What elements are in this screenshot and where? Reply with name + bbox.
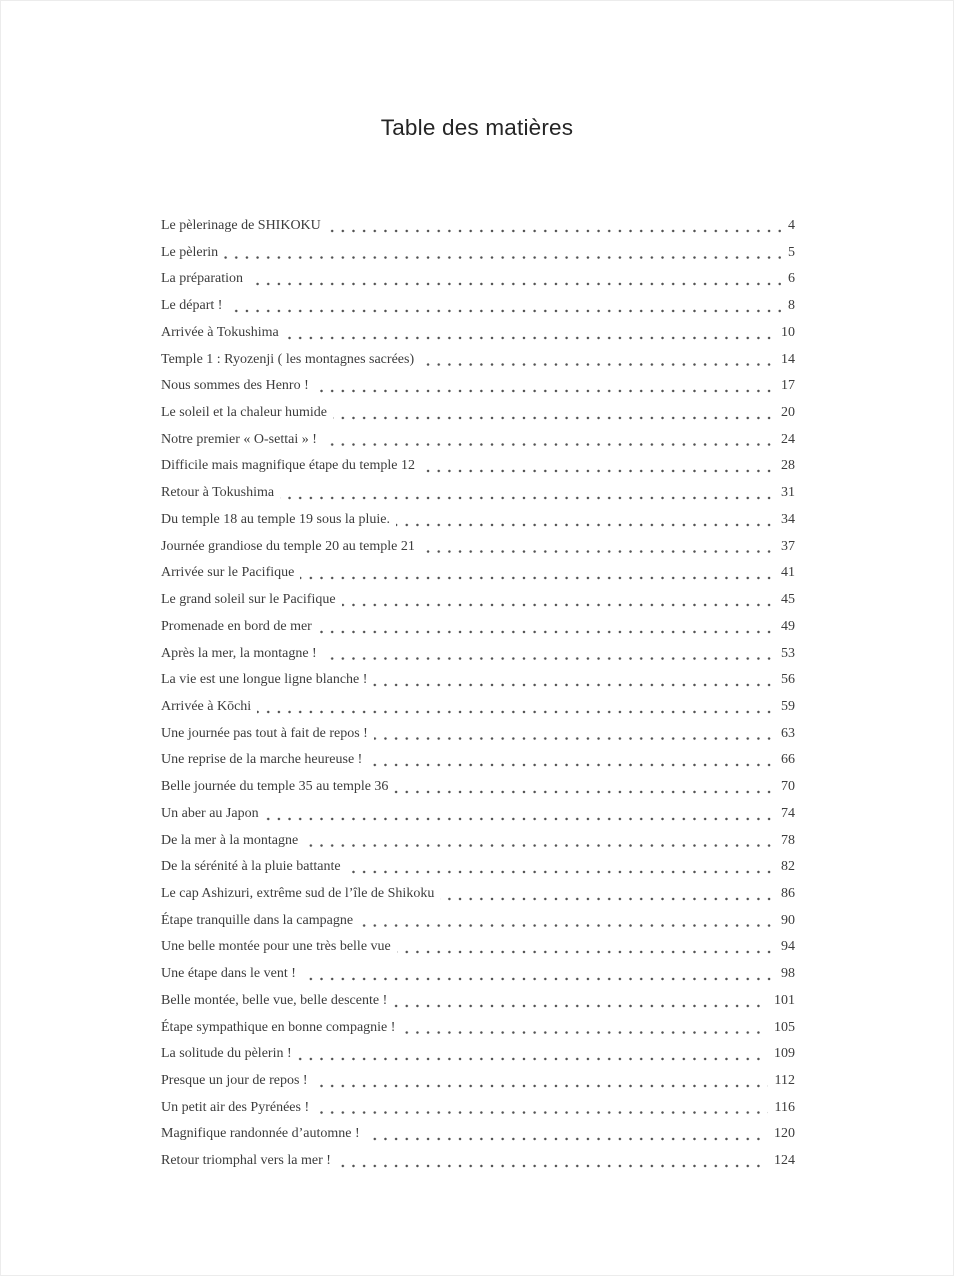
toc-entry-page-number: 70	[774, 774, 795, 801]
toc-entry[interactable]	[161, 240, 795, 267]
toc-entry[interactable]	[161, 373, 795, 400]
toc-entry[interactable]	[161, 213, 795, 240]
toc-dot-leader	[393, 988, 767, 1015]
toc-entry[interactable]	[161, 881, 795, 908]
toc-entry-label: Magnifique randonnée d’automne !	[161, 1121, 366, 1148]
toc-dot-leader	[318, 614, 774, 641]
toc-dot-leader	[366, 1121, 767, 1148]
toc-entry[interactable]	[161, 1015, 795, 1042]
toc-entry-page-number: 37	[774, 534, 795, 561]
toc-dot-leader	[304, 828, 774, 855]
toc-entry-label: Le cap Ashizuri, extrême sud de l’île de Shikoku	[161, 881, 440, 908]
toc-entry-page-number: 120	[767, 1121, 795, 1148]
toc-entry[interactable]	[161, 747, 795, 774]
toc-entry-label: Le soleil et la chaleur humide	[161, 400, 333, 427]
toc-entry-page-number: 105	[767, 1015, 795, 1042]
toc-dot-leader	[249, 266, 781, 293]
toc-entry-label: Arrivée sur le Pacifique	[161, 560, 300, 587]
toc-entry-label: La solitude du pèlerin !	[161, 1041, 298, 1068]
toc-entry-page-number: 17	[774, 373, 795, 400]
toc-entry[interactable]	[161, 961, 795, 988]
toc-dot-leader	[314, 1068, 768, 1095]
toc-entry[interactable]	[161, 507, 795, 534]
toc-entry[interactable]	[161, 721, 795, 748]
toc-entry-page-number: 49	[774, 614, 795, 641]
toc-entry[interactable]	[161, 1068, 795, 1095]
toc-dot-leader	[337, 1148, 767, 1175]
toc-entry-page-number: 45	[774, 587, 795, 614]
toc-entry-label: Presque un jour de repos !	[161, 1068, 314, 1095]
toc-entry[interactable]	[161, 534, 795, 561]
toc-dot-leader	[342, 587, 774, 614]
toc-dot-leader	[397, 934, 774, 961]
toc-entry[interactable]	[161, 1121, 795, 1148]
toc-entry-label: Arrivée à Kōchi	[161, 694, 257, 721]
toc-entry[interactable]	[161, 614, 795, 641]
toc-entry-label: Retour triomphal vers la mer !	[161, 1148, 337, 1175]
toc-entry-page-number: 34	[774, 507, 795, 534]
toc-entry-page-number: 53	[774, 641, 795, 668]
toc-entry-page-number: 124	[767, 1148, 795, 1175]
toc-entry[interactable]	[161, 641, 795, 668]
toc-entry-label: Une reprise de la marche heureuse !	[161, 747, 368, 774]
toc-dot-leader	[420, 347, 774, 374]
toc-entry-label: Après la mer, la montagne !	[161, 641, 323, 668]
toc-entry-label: Étape tranquille dans la campagne	[161, 908, 359, 935]
toc-entry[interactable]	[161, 1095, 795, 1122]
toc-dot-leader	[300, 560, 774, 587]
toc-entry-label: Le pèlerinage de SHIKOKU	[161, 213, 327, 240]
toc-dot-leader	[421, 453, 774, 480]
toc-entry[interactable]	[161, 908, 795, 935]
toc-dot-leader	[224, 240, 781, 267]
toc-entry-page-number: 101	[767, 988, 795, 1015]
toc-entry-page-number: 112	[768, 1068, 795, 1095]
toc-entry-page-number: 116	[768, 1095, 795, 1122]
toc-entry-label: Belle journée du temple 35 au temple 36	[161, 774, 394, 801]
toc-entry-label: La vie est une longue ligne blanche !	[161, 667, 373, 694]
toc-entry-page-number: 82	[774, 854, 795, 881]
toc-list	[161, 213, 795, 1175]
toc-entry[interactable]	[161, 453, 795, 480]
toc-entry[interactable]	[161, 667, 795, 694]
toc-dot-leader	[315, 373, 774, 400]
toc-entry[interactable]	[161, 988, 795, 1015]
toc-entry-page-number: 63	[774, 721, 795, 748]
toc-dot-leader	[257, 694, 774, 721]
toc-entry-label: Temple 1 : Ryozenji ( les montagnes sacrées)	[161, 347, 420, 374]
toc-dot-leader	[327, 213, 781, 240]
toc-entry-label: Arrivée à Tokushima	[161, 320, 285, 347]
toc-entry-label: Journée grandiose du temple 20 au temple 21	[161, 534, 421, 561]
toc-entry-page-number: 28	[774, 453, 795, 480]
toc-entry-page-number: 41	[774, 560, 795, 587]
page-title: Table des matières	[380, 115, 574, 140]
toc-entry[interactable]	[161, 774, 795, 801]
toc-entry-label: La préparation	[161, 266, 249, 293]
toc-entry[interactable]	[161, 828, 795, 855]
toc-entry-page-number: 59	[774, 694, 795, 721]
toc-entry-page-number: 8	[781, 293, 795, 320]
toc-dot-leader	[315, 1095, 767, 1122]
toc-dot-leader	[440, 881, 774, 908]
toc-dot-leader	[368, 747, 774, 774]
toc-entry-label: Nous sommes des Henro !	[161, 373, 315, 400]
toc-dot-leader	[373, 667, 774, 694]
toc-dot-leader	[285, 320, 774, 347]
toc-entry[interactable]	[161, 266, 795, 293]
toc-entry-page-number: 14	[774, 347, 795, 374]
toc-entry[interactable]	[161, 400, 795, 427]
toc-entry-page-number: 66	[774, 747, 795, 774]
toc-entry-label: Le grand soleil sur le Pacifique	[161, 587, 342, 614]
toc-entry-page-number: 10	[774, 320, 795, 347]
toc-dot-leader	[302, 961, 774, 988]
toc-entry[interactable]	[161, 293, 795, 320]
toc-entry[interactable]	[161, 587, 795, 614]
toc-entry-label: Difficile mais magnifique étape du temple 12	[161, 453, 421, 480]
toc-entry-label: Belle montée, belle vue, belle descente !	[161, 988, 393, 1015]
toc-dot-leader	[228, 293, 781, 320]
toc-entry-label: Du temple 18 au temple 19 sous la pluie.	[161, 507, 396, 534]
toc-dot-leader	[333, 400, 774, 427]
toc-entry[interactable]	[161, 934, 795, 961]
toc-entry[interactable]	[161, 560, 795, 587]
toc-entry-page-number: 86	[774, 881, 795, 908]
toc-dot-leader	[298, 1041, 767, 1068]
toc-entry-label: Notre premier « O-settai » !	[161, 427, 323, 454]
toc-entry[interactable]	[161, 854, 795, 881]
toc-entry[interactable]	[161, 427, 795, 454]
toc-entry-page-number: 78	[774, 828, 795, 855]
toc-dot-leader	[323, 427, 774, 454]
toc-entry-page-number: 31	[774, 480, 795, 507]
toc-dot-leader	[421, 534, 774, 561]
toc-entry-page-number: 98	[774, 961, 795, 988]
toc-entry-page-number: 74	[774, 801, 795, 828]
toc-entry-page-number: 4	[781, 213, 795, 240]
toc-entry-label: Une étape dans le vent !	[161, 961, 302, 988]
toc-dot-leader	[359, 908, 774, 935]
toc-entry[interactable]	[161, 694, 795, 721]
toc-dot-leader	[347, 854, 774, 881]
toc-entry[interactable]	[161, 1148, 795, 1175]
toc-entry-page-number: 109	[767, 1041, 795, 1068]
toc-dot-leader	[396, 507, 774, 534]
toc-entry-label: Le pèlerin	[161, 240, 224, 267]
toc-entry-label: Un petit air des Pyrénées !	[161, 1095, 315, 1122]
toc-entry-label: De la mer à la montagne	[161, 828, 304, 855]
toc-dot-leader	[401, 1015, 767, 1042]
toc-dot-leader	[265, 801, 774, 828]
toc-dot-leader	[323, 641, 774, 668]
toc-entry-page-number: 24	[774, 427, 795, 454]
toc-dot-leader	[374, 721, 774, 748]
toc-entry[interactable]	[161, 347, 795, 374]
toc-entry-page-number: 56	[774, 667, 795, 694]
toc-entry[interactable]	[161, 480, 795, 507]
toc-entry[interactable]	[161, 320, 795, 347]
toc-entry-label: Une journée pas tout à fait de repos !	[161, 721, 374, 748]
toc-entry-label: Une belle montée pour une très belle vue	[161, 934, 397, 961]
toc-dot-leader	[280, 480, 774, 507]
toc-entry-label: De la sérénité à la pluie battante	[161, 854, 347, 881]
toc-entry-page-number: 20	[774, 400, 795, 427]
toc-entry-label: Retour à Tokushima	[161, 480, 280, 507]
toc-entry-label: Le départ !	[161, 293, 228, 320]
toc-dot-leader	[394, 774, 774, 801]
toc-entry-label: Étape sympathique en bonne compagnie !	[161, 1015, 401, 1042]
toc-entry-label: Un aber au Japon	[161, 801, 265, 828]
toc-entry[interactable]	[161, 801, 795, 828]
toc-entry-page-number: 5	[781, 240, 795, 267]
toc-entry[interactable]	[161, 1041, 795, 1068]
toc-entry-page-number: 6	[781, 266, 795, 293]
toc-entry-page-number: 90	[774, 908, 795, 935]
toc-entry-page-number: 94	[774, 934, 795, 961]
toc-entry-label: Promenade en bord de mer	[161, 614, 318, 641]
